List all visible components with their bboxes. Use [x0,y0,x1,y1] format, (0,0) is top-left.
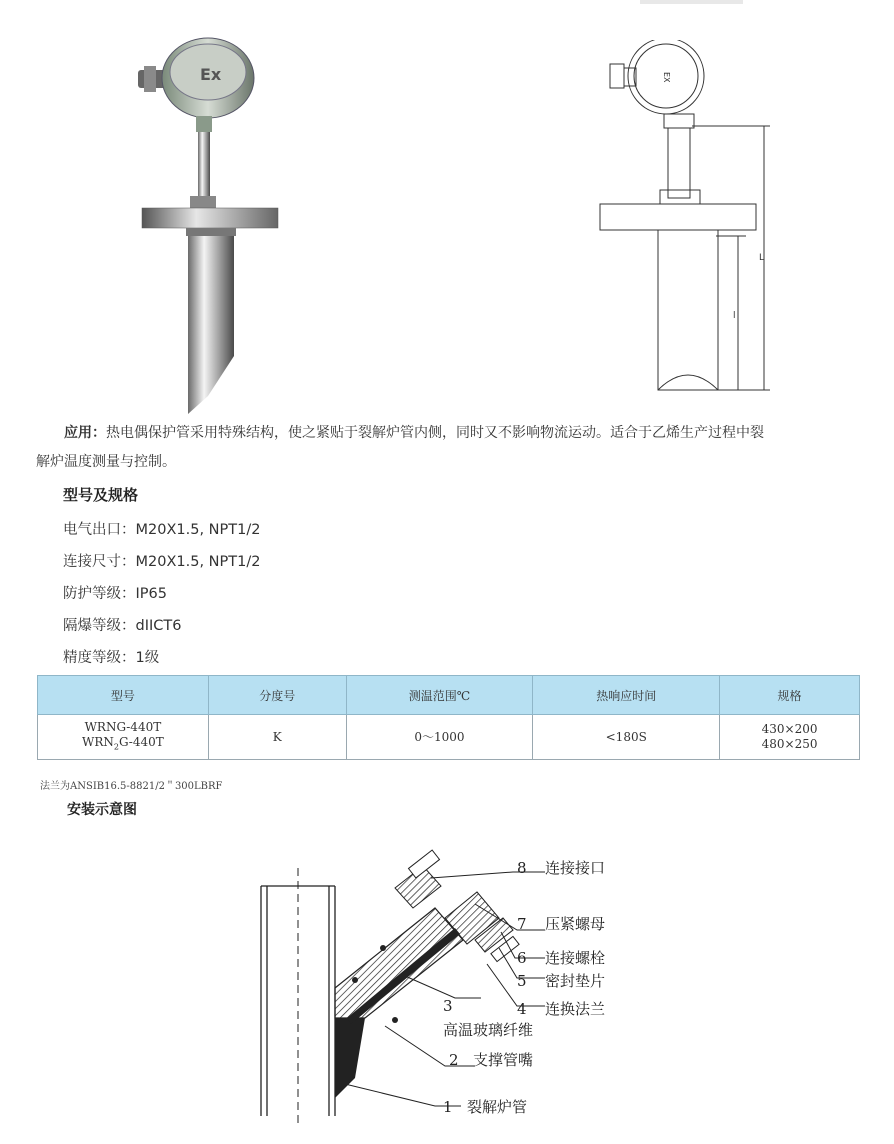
label-4-num: 4 [517,1000,527,1018]
product-drawing [596,40,776,400]
spec-connection-size: 连接尺寸：M20X1.5, NPT1/2 [63,554,261,570]
spec-table [37,675,860,760]
label-7-text: 压紧螺母 [545,915,606,933]
table-row [38,715,860,760]
label-2-text: 支撑管嘴 [473,1051,534,1069]
header-response: 热响应时间 [533,676,720,715]
cell-response: <180S [533,715,720,760]
label-5-num: 5 [517,972,527,990]
label-8-num: 8 [517,859,527,877]
flange-note: 法兰为ANSIB16.5-8821/2＂300LBRF [40,781,223,792]
application-label: 应用： [64,425,106,441]
label-7-num: 7 [517,915,527,933]
ex-mark: Ex [200,65,222,84]
label-2-num: 2 [449,1051,459,1069]
cell-range: 0～1000 [346,715,533,760]
spec-protection-class: 防护等级：IP65 [63,586,167,602]
cell-model [38,715,209,760]
spec-explosion-class: 隔爆等级：dIICT6 [63,618,182,634]
spec-electrical-outlet: 电气出口：M20X1.5, NPT1/2 [63,522,261,538]
header-graduation: 分度号 [208,676,346,715]
header-size: 规格 [720,676,860,715]
application-line-1 [36,419,866,448]
application-text-1: 热电偶保护管采用特殊结构，使之紧贴于裂解炉管内侧，同时又不影响物流运动。适合于乙烯生产过程中裂 [106,425,764,441]
application-text-2: 解炉温度测量与控制。 [36,454,176,470]
label-1-text: 裂解炉管 [467,1098,528,1116]
dim-label-L: L [759,253,765,263]
specs-title: 型号及规格 [63,486,139,504]
top-strip [640,0,743,4]
spec-accuracy-class: 精度等级：1级 [63,650,160,666]
cell-graduation: K [208,715,346,760]
cell-size [720,715,860,760]
label-4-text: 连换法兰 [545,1000,606,1018]
model-2: $WRN_2G-440T$ [82,734,164,752]
size-2: 480×250 [761,737,818,751]
label-5-text: 密封垫片 [545,972,606,990]
header-range: 测温范围℃ [346,676,533,715]
install-title: 安装示意图 [67,802,137,818]
product-photo [138,36,284,414]
dim-label-l: l [733,311,736,321]
label-8-text: 连接接口 [545,859,606,877]
model-1: WRNG-440T [84,719,162,734]
label-1-num: 1 [443,1098,453,1116]
table-header-row [38,676,860,715]
size-1: 430×200 [761,722,818,736]
installation-diagram [255,848,640,1128]
application-paragraph [36,419,866,477]
header-model: 型号 [38,676,209,715]
label-3-num: 3 [443,997,453,1015]
drawing-ex-mark: EX [662,72,671,83]
label-6-text: 连接螺栓 [545,949,606,967]
label-6-num: 6 [517,949,527,967]
label-3-text: 高温玻璃纤维 [443,1021,534,1039]
